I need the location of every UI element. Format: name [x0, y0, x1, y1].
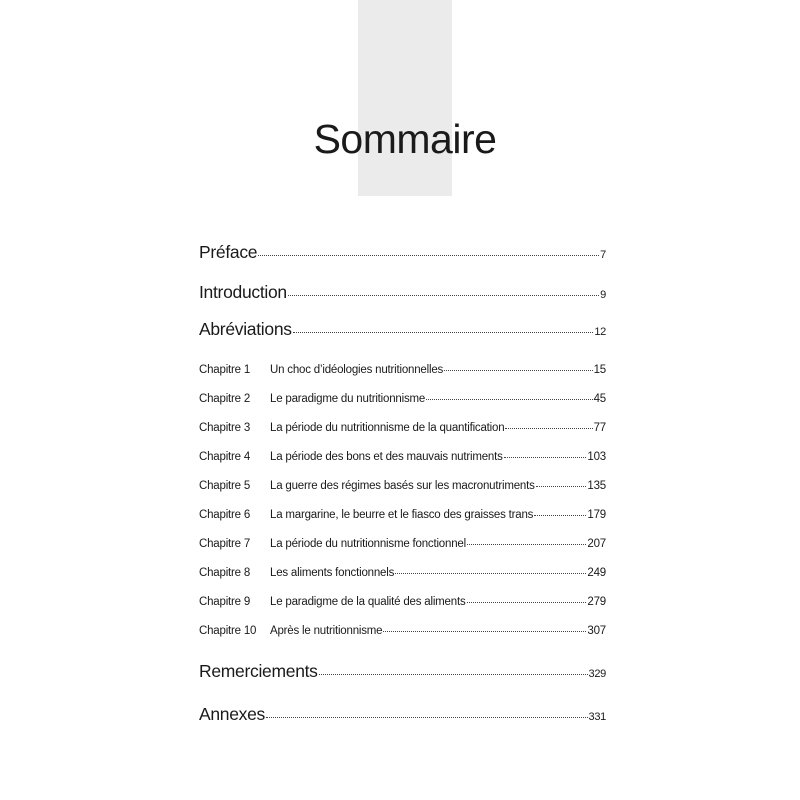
- chapter-title: La margarine, le beurre et le fiasco des graisses trans: [270, 509, 534, 521]
- toc-page-number: 103: [587, 451, 606, 463]
- toc-page-number: 331: [588, 711, 606, 723]
- dot-leader: [266, 717, 588, 718]
- title-accent-bar: [358, 0, 452, 196]
- toc-chapter-7[interactable]: [199, 538, 606, 550]
- dot-leader: [426, 399, 592, 400]
- toc-page-number: 15: [593, 364, 606, 376]
- toc-page-number: 12: [594, 326, 606, 338]
- page-title: Sommaire: [313, 116, 497, 162]
- toc-entry-annexes[interactable]: [199, 704, 606, 725]
- chapter-title: Le paradigme du nutritionnisme: [270, 393, 426, 405]
- chapter-title: La période du nutritionnisme fonctionnel: [270, 538, 466, 550]
- toc-page-number: 249: [587, 567, 606, 579]
- chapter-number: Chapitre 4: [199, 451, 251, 463]
- toc-entry-label: Remerciements: [199, 661, 318, 681]
- toc-entry-label: Introduction: [199, 282, 287, 302]
- dot-leader: [383, 631, 586, 632]
- toc-page-number: 135: [587, 480, 606, 492]
- dot-leader: [319, 674, 588, 675]
- toc-page-number: 207: [587, 538, 606, 550]
- toc-chapter-6[interactable]: [199, 509, 606, 521]
- dot-leader: [536, 486, 587, 487]
- toc-entry-label: Abréviations: [199, 319, 292, 339]
- dot-leader: [258, 255, 599, 256]
- toc-page-number: 7: [600, 249, 606, 261]
- toc-chapter-9[interactable]: [199, 596, 606, 608]
- chapter-number: Chapitre 1: [199, 364, 251, 376]
- chapter-number: Chapitre 5: [199, 480, 251, 492]
- dot-leader: [444, 370, 593, 371]
- toc-chapter-3[interactable]: [199, 422, 606, 434]
- dot-leader: [505, 428, 592, 429]
- toc-entry-introduction[interactable]: [199, 282, 606, 303]
- dot-leader: [467, 602, 587, 603]
- toc-entry-label: Annexes: [199, 704, 266, 724]
- chapter-number: Chapitre 7: [199, 538, 251, 550]
- toc-chapter-2[interactable]: [199, 393, 606, 405]
- chapter-number: Chapitre 6: [199, 509, 251, 521]
- dot-leader: [504, 457, 587, 458]
- toc-chapter-4[interactable]: [199, 451, 606, 463]
- toc-chapter-10[interactable]: [199, 625, 606, 637]
- chapter-title: Après le nutritionnisme: [270, 625, 383, 637]
- chapter-number: Chapitre 3: [199, 422, 251, 434]
- toc-page-number: 329: [588, 668, 606, 680]
- chapter-number: Chapitre 10: [199, 625, 257, 637]
- dot-leader: [288, 295, 599, 296]
- chapter-title: La période du nutritionnisme de la quantification: [270, 422, 505, 434]
- toc-entry-abreviations[interactable]: [199, 319, 606, 340]
- toc-entry-remerciements[interactable]: [199, 661, 606, 682]
- dot-leader: [293, 332, 594, 333]
- toc-chapter-5[interactable]: [199, 480, 606, 492]
- toc-page-number: 77: [593, 422, 606, 434]
- chapter-title: Les aliments fonctionnels: [270, 567, 395, 579]
- chapter-number: Chapitre 8: [199, 567, 251, 579]
- chapter-title: La période des bons et des mauvais nutriments: [270, 451, 503, 463]
- dot-leader: [395, 573, 586, 574]
- toc-page-number: 279: [587, 596, 606, 608]
- chapter-title: Le paradigme de la qualité des aliments: [270, 596, 466, 608]
- toc-entry-preface[interactable]: [199, 242, 606, 263]
- toc-page-number: 9: [600, 289, 606, 301]
- dot-leader: [467, 544, 586, 545]
- chapter-number: Chapitre 2: [199, 393, 251, 405]
- toc-page-number: 45: [593, 393, 606, 405]
- toc-chapter-8[interactable]: [199, 567, 606, 579]
- toc-entry-label: Préface: [199, 242, 258, 262]
- chapter-number: Chapitre 9: [199, 596, 251, 608]
- toc-chapter-1[interactable]: [199, 364, 606, 376]
- toc-page-number: 179: [587, 509, 606, 521]
- chapter-title: Un choc d’idéologies nutritionnelles: [270, 364, 444, 376]
- chapter-title: La guerre des régimes basés sur les macronutriments: [270, 480, 535, 492]
- toc-page-number: 307: [587, 625, 606, 637]
- dot-leader: [534, 515, 586, 516]
